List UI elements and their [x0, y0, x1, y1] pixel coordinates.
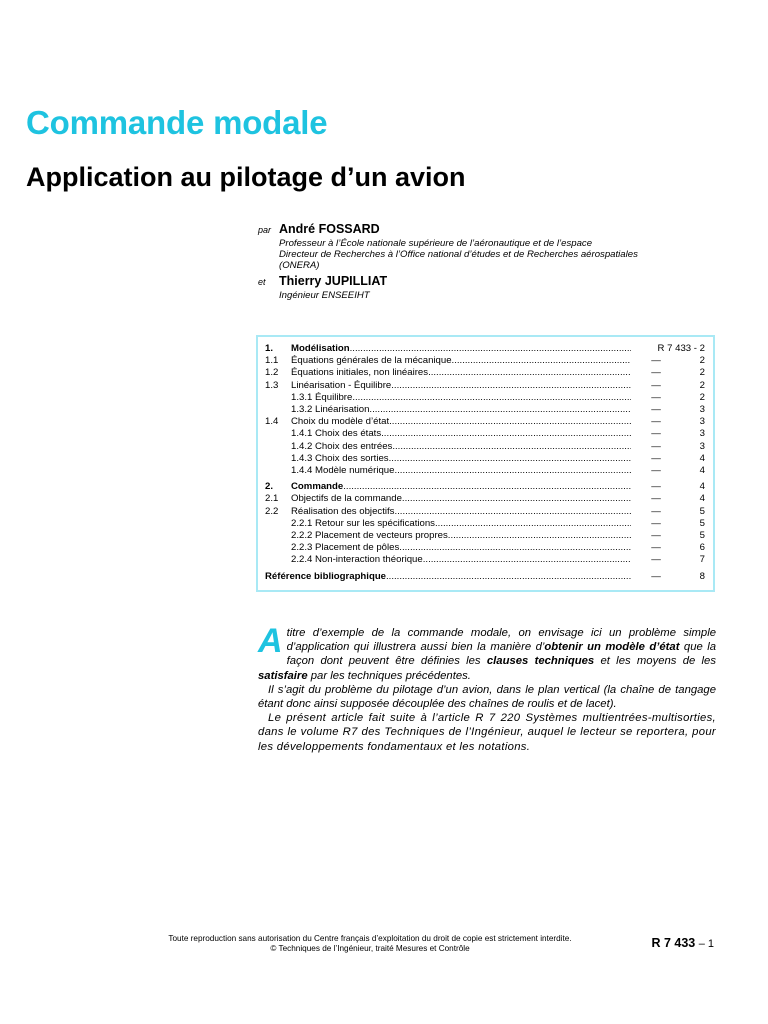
toc-page-number: 5: [699, 530, 705, 541]
toc-entry: [291, 481, 631, 493]
toc-entry-title: Référence bibliographique: [265, 570, 387, 582]
toc-row[interactable]: [258, 404, 713, 416]
toc-entry: [291, 554, 631, 566]
toc-page-number: 4: [699, 481, 705, 493]
toc-entry-title: 2.2.4 Non-interaction théorique: [291, 554, 423, 566]
article-code: R 7 433: [651, 936, 696, 950]
toc-entry-title: 2.2.3 Placement de pôles: [291, 542, 400, 554]
dot-leader: [343, 481, 631, 493]
toc-number: 2.2: [265, 505, 279, 517]
intro-text: et les moyens de les: [594, 655, 716, 668]
toc-entry: [291, 404, 631, 416]
dot-leader: [428, 367, 631, 379]
toc-page-number: 2: [699, 379, 705, 391]
toc-row[interactable]: [258, 367, 713, 379]
author-conjunction: et: [258, 277, 266, 287]
toc-entry: [291, 392, 631, 404]
toc-entry: [291, 493, 631, 505]
dot-leader: [350, 343, 631, 355]
intro-paragraph-2: Il s’agit du problème du pilotage d’un avion, dans le plan vertical (la chaîne de tangage étant donc ainsi supposée découplée des chaînes de roulis et de lacet).: [258, 683, 716, 711]
toc-row[interactable]: [258, 530, 713, 542]
dot-leader: [435, 518, 631, 530]
toc-page-number: 2: [699, 391, 705, 403]
table-of-contents: [256, 335, 715, 592]
toc-entry: [265, 571, 631, 583]
copyright-line: Toute reproduction sans autorisation du Centre français d’exploitation du droit de copie est strictement interdite.: [168, 934, 572, 943]
toc-dash: —: [651, 440, 661, 452]
toc-dash: —: [651, 505, 661, 517]
toc-dash: —: [651, 542, 661, 554]
toc-entry: [291, 428, 631, 440]
toc-entry: [291, 453, 631, 465]
toc-entry-title: Linéarisation - Équilibre: [291, 379, 392, 391]
author-conjunction: par: [258, 225, 272, 235]
toc-dash: —: [651, 554, 661, 566]
toc-entry-title: Commande: [291, 481, 344, 493]
toc-entry-title: Objectifs de la commande: [291, 493, 402, 505]
toc-entry: [291, 355, 631, 367]
toc-entry-title: 1.3.2 Linéarisation: [291, 404, 370, 415]
toc-dash: —: [651, 452, 661, 464]
toc-dash: —: [651, 517, 661, 529]
intro-paragraph-3: Le présent article fait suite à l’article R 7 220 Systèmes multientrées-multisorties, dans le volume R7 des Techniques de l’Ingénieur, auquel le lecteur se reportera, pour les développements fondamentaux et les notations.: [258, 712, 716, 753]
intro-paragraph-1: [258, 622, 716, 683]
toc-row[interactable]: [258, 355, 713, 367]
dot-leader: [399, 542, 631, 554]
toc-row[interactable]: [258, 542, 713, 554]
document-subtitle: Application au pilotage d’un avion: [26, 162, 466, 192]
toc-entry: [291, 367, 631, 379]
toc-row[interactable]: [258, 481, 713, 493]
copyright-notice: [100, 934, 640, 953]
author-name: Thierry JUPILLIAT: [279, 274, 388, 288]
toc-row[interactable]: [258, 416, 713, 428]
toc-page-number: 3: [699, 404, 705, 415]
introduction-text: [258, 622, 716, 754]
dot-leader: [389, 453, 631, 465]
toc-row[interactable]: [258, 343, 713, 355]
toc-entry-title: 1.4.1 Choix des états: [291, 428, 382, 440]
toc-page-number: 3: [699, 440, 705, 452]
dot-leader: [386, 571, 631, 583]
intro-emphasis: clauses techniques: [486, 655, 595, 668]
author-role: Directeur de Recherches à l’Office national d’études et de Recherches aérospatiales: [279, 249, 638, 260]
toc-row[interactable]: [258, 380, 713, 392]
toc-dash: —: [651, 465, 661, 476]
toc-row[interactable]: [258, 493, 713, 505]
dot-leader: [402, 493, 631, 505]
toc-entry: [291, 380, 631, 392]
toc-entry: [291, 542, 631, 554]
toc-dash: —: [651, 391, 661, 403]
toc-row[interactable]: [258, 554, 713, 566]
author-role: (ONERA): [279, 260, 320, 271]
toc-page-number: 7: [699, 554, 705, 566]
toc-entry: [291, 441, 631, 453]
toc-entry-title: Équations générales de la mécanique: [291, 355, 452, 367]
toc-entry-title: Réalisation des objectifs: [291, 505, 395, 517]
dot-leader: [389, 416, 631, 428]
page-number: – 1: [698, 938, 714, 950]
toc-page-number: 3: [699, 416, 705, 428]
toc-row[interactable]: [258, 392, 713, 404]
toc-number: 1.2: [265, 367, 279, 379]
page-reference: [651, 936, 714, 950]
toc-number: 1.1: [265, 355, 279, 367]
toc-page-number: 5: [699, 505, 705, 517]
toc-dash: —: [651, 481, 661, 493]
toc-page-number: 6: [699, 542, 705, 554]
toc-entry-title: 2.2.1 Retour sur les spécifications: [291, 517, 435, 529]
toc-row[interactable]: [258, 453, 713, 465]
dot-leader: [381, 428, 631, 440]
author-role: Professeur à l’École nationale supérieure de l’aéronautique et de l’espace: [279, 238, 593, 249]
toc-dash: —: [651, 367, 661, 379]
toc-row[interactable]: [258, 428, 713, 440]
toc-entry: [291, 518, 631, 530]
toc-page-number: 4: [699, 493, 705, 505]
dot-leader: [423, 554, 631, 566]
toc-entry: [291, 416, 631, 428]
toc-number: 1.3: [265, 379, 279, 391]
toc-entry-title: Modélisation: [291, 343, 350, 354]
toc-entry: [291, 530, 631, 542]
document-title: Commande modale: [26, 104, 328, 141]
author-name: André FOSSARD: [279, 222, 380, 236]
toc-row[interactable]: [258, 506, 713, 518]
toc-entry-title: Équations initiales, non linéaires: [291, 367, 429, 379]
author-role: Ingénieur ENSEEIHT: [279, 290, 370, 301]
intro-emphasis: satisfaire: [258, 669, 308, 682]
intro-text: titre d’exemple de la commande modale, on envisage ici un problème simple d’application qui illustrera aussi bien la manière d’: [286, 627, 716, 654]
toc-row[interactable]: [258, 518, 713, 530]
toc-page-number: 3: [699, 428, 705, 440]
toc-entry-title: 1.4.2 Choix des entrées: [291, 440, 393, 452]
toc-page-number: 8: [699, 570, 705, 582]
dot-leader: [448, 530, 631, 542]
dot-leader: [452, 355, 631, 367]
intro-text: que la façon dont peuvent être définies les: [286, 641, 716, 668]
drop-cap: A: [258, 622, 283, 660]
toc-page-number: 4: [699, 452, 705, 464]
toc-number: 2.: [265, 481, 274, 493]
toc-entry: [291, 343, 631, 355]
toc-page-number: R 7 433 - 2: [657, 343, 705, 354]
dot-leader: [394, 506, 631, 518]
intro-text: par les techniques précédentes.: [307, 669, 471, 682]
toc-number: 2.1: [265, 493, 279, 505]
toc-dash: —: [651, 570, 661, 582]
toc-dash: —: [651, 379, 661, 391]
toc-dash: —: [651, 530, 661, 541]
dot-leader: [392, 441, 631, 453]
toc-page-number: 2: [699, 367, 705, 379]
toc-dash: —: [651, 493, 661, 505]
intro-emphasis: obtenir un modèle d’état: [544, 641, 680, 654]
toc-dash: —: [651, 355, 661, 367]
toc-dash: —: [651, 404, 661, 415]
toc-number: 1.4: [265, 416, 279, 428]
toc-entry: [291, 506, 631, 518]
toc-dash: —: [651, 416, 661, 428]
toc-entry-title: 1.4.3 Choix des sorties: [291, 452, 389, 464]
dot-leader: [352, 392, 631, 404]
toc-entry-title: Choix du modèle d’état: [291, 416, 390, 428]
toc-dash: —: [651, 428, 661, 440]
dot-leader: [391, 380, 631, 392]
toc-entry-title: 1.3.1 Équilibre: [291, 391, 353, 403]
toc-page-number: 4: [699, 465, 705, 476]
toc-row[interactable]: [258, 571, 713, 583]
toc-row[interactable]: [258, 465, 713, 477]
toc-entry-title: 1.4.4 Modèle numérique: [291, 465, 395, 476]
copyright-line: © Techniques de l’Ingénieur, traité Mesures et Contrôle: [270, 943, 470, 953]
dot-leader: [369, 404, 631, 416]
toc-number: 1.: [265, 343, 274, 354]
toc-row[interactable]: [258, 441, 713, 453]
toc-page-number: 5: [699, 517, 705, 529]
dot-leader: [394, 465, 631, 477]
toc-page-number: 2: [699, 355, 705, 367]
toc-entry: [291, 465, 631, 477]
toc-entry-title: 2.2.2 Placement de vecteurs propres: [291, 530, 448, 541]
